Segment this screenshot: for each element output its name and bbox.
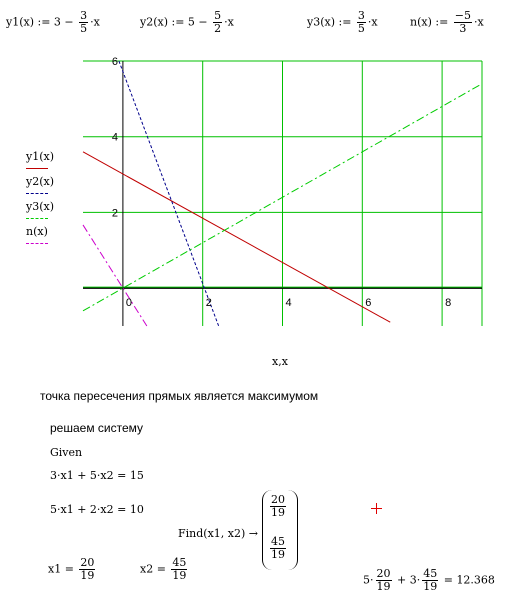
x-axis-label: x,x xyxy=(272,355,288,368)
equation-2-text: 5·x1 + 2·x2 = 10 xyxy=(50,503,144,516)
series-line-y2x xyxy=(119,61,219,326)
definition-n-fraction: $\frac{-5}{3}$ xyxy=(454,9,472,35)
definition-y1-op: − xyxy=(64,15,74,29)
x1-result[interactable]: x1 = $\frac{20}{19}$ xyxy=(48,556,95,582)
legend-label-y1: y1(x) xyxy=(26,150,54,163)
definition-y1-lhs: y1(x) := xyxy=(6,15,51,29)
definition-n-lhs: n(x) := xyxy=(410,15,449,29)
statement-text: точка пересечения прямых является максимумом xyxy=(40,389,319,403)
definition-y3-tail: ·x xyxy=(367,15,378,29)
given-keyword: Given xyxy=(50,446,83,459)
legend-label-y2: y2(x) xyxy=(26,175,54,188)
y-tick-label: 6 xyxy=(111,56,119,68)
equation-1[interactable] xyxy=(50,469,144,482)
y-tick-label: 2 xyxy=(111,207,119,220)
definition-y1-fraction: $\frac{3}{5}$ xyxy=(80,9,88,35)
objective-fraction-2: $\frac{45}{19}$ xyxy=(423,567,438,593)
definition-y2-tail: ·x xyxy=(224,15,234,29)
x-tick-label: 2 xyxy=(205,297,212,310)
y-tick-label: 4 xyxy=(111,131,119,144)
legend-label-n: n(x) xyxy=(26,225,48,238)
x2-result[interactable]: x2 = $\frac{45}{19}$ xyxy=(140,556,187,582)
x2-fraction: $\frac{45}{19}$ xyxy=(172,556,187,582)
definition-y3-lhs: y3(x) := xyxy=(307,15,352,29)
x-tick-label: 0 xyxy=(125,297,133,310)
plot-ticks xyxy=(112,56,451,309)
definition-y2-fraction: $\frac{5}{2}$ xyxy=(214,9,222,35)
plot-grid xyxy=(83,61,482,326)
objective-evaluation[interactable]: 5· $\frac{20}{19}$ + 3· $\frac{45}{19}$ = 12.368 xyxy=(363,567,495,593)
equation-1-text: 3·x1 + 5·x2 = 15 xyxy=(50,469,144,482)
insertion-cursor-icon xyxy=(371,503,383,515)
x-tick-label: 4 xyxy=(285,297,292,310)
definition-y2-const: 5 xyxy=(187,15,195,29)
x-tick-label: 8 xyxy=(445,297,452,310)
definition-y3-fraction: $\frac{3}{5}$ xyxy=(357,9,365,35)
x-tick-label: 6 xyxy=(365,297,372,310)
x1-fraction: $\frac{20}{19}$ xyxy=(80,556,95,582)
find-expression[interactable]: Find(x1, x2) → xyxy=(178,527,258,540)
objective-fraction-1: $\frac{20}{19}$ xyxy=(376,567,391,593)
series-line-nx xyxy=(83,225,147,326)
legend-label-y3: y3(x) xyxy=(26,200,54,213)
definition-y2-lhs: y2(x) := xyxy=(140,15,185,29)
equation-2[interactable] xyxy=(50,503,144,516)
result-vector-x2: $\frac{45}{19}$ xyxy=(271,535,285,561)
definition-y2-op: − xyxy=(198,15,208,29)
definition-y1-tail: ·x xyxy=(90,15,100,29)
result-vector-x1: $\frac{20}{19}$ xyxy=(271,493,285,519)
definition-n-tail: ·x xyxy=(474,15,484,29)
objective-value: 12.368 xyxy=(456,573,495,587)
definition-y1-const: 3 xyxy=(53,15,61,29)
solve-text: решаем систему xyxy=(50,421,144,435)
